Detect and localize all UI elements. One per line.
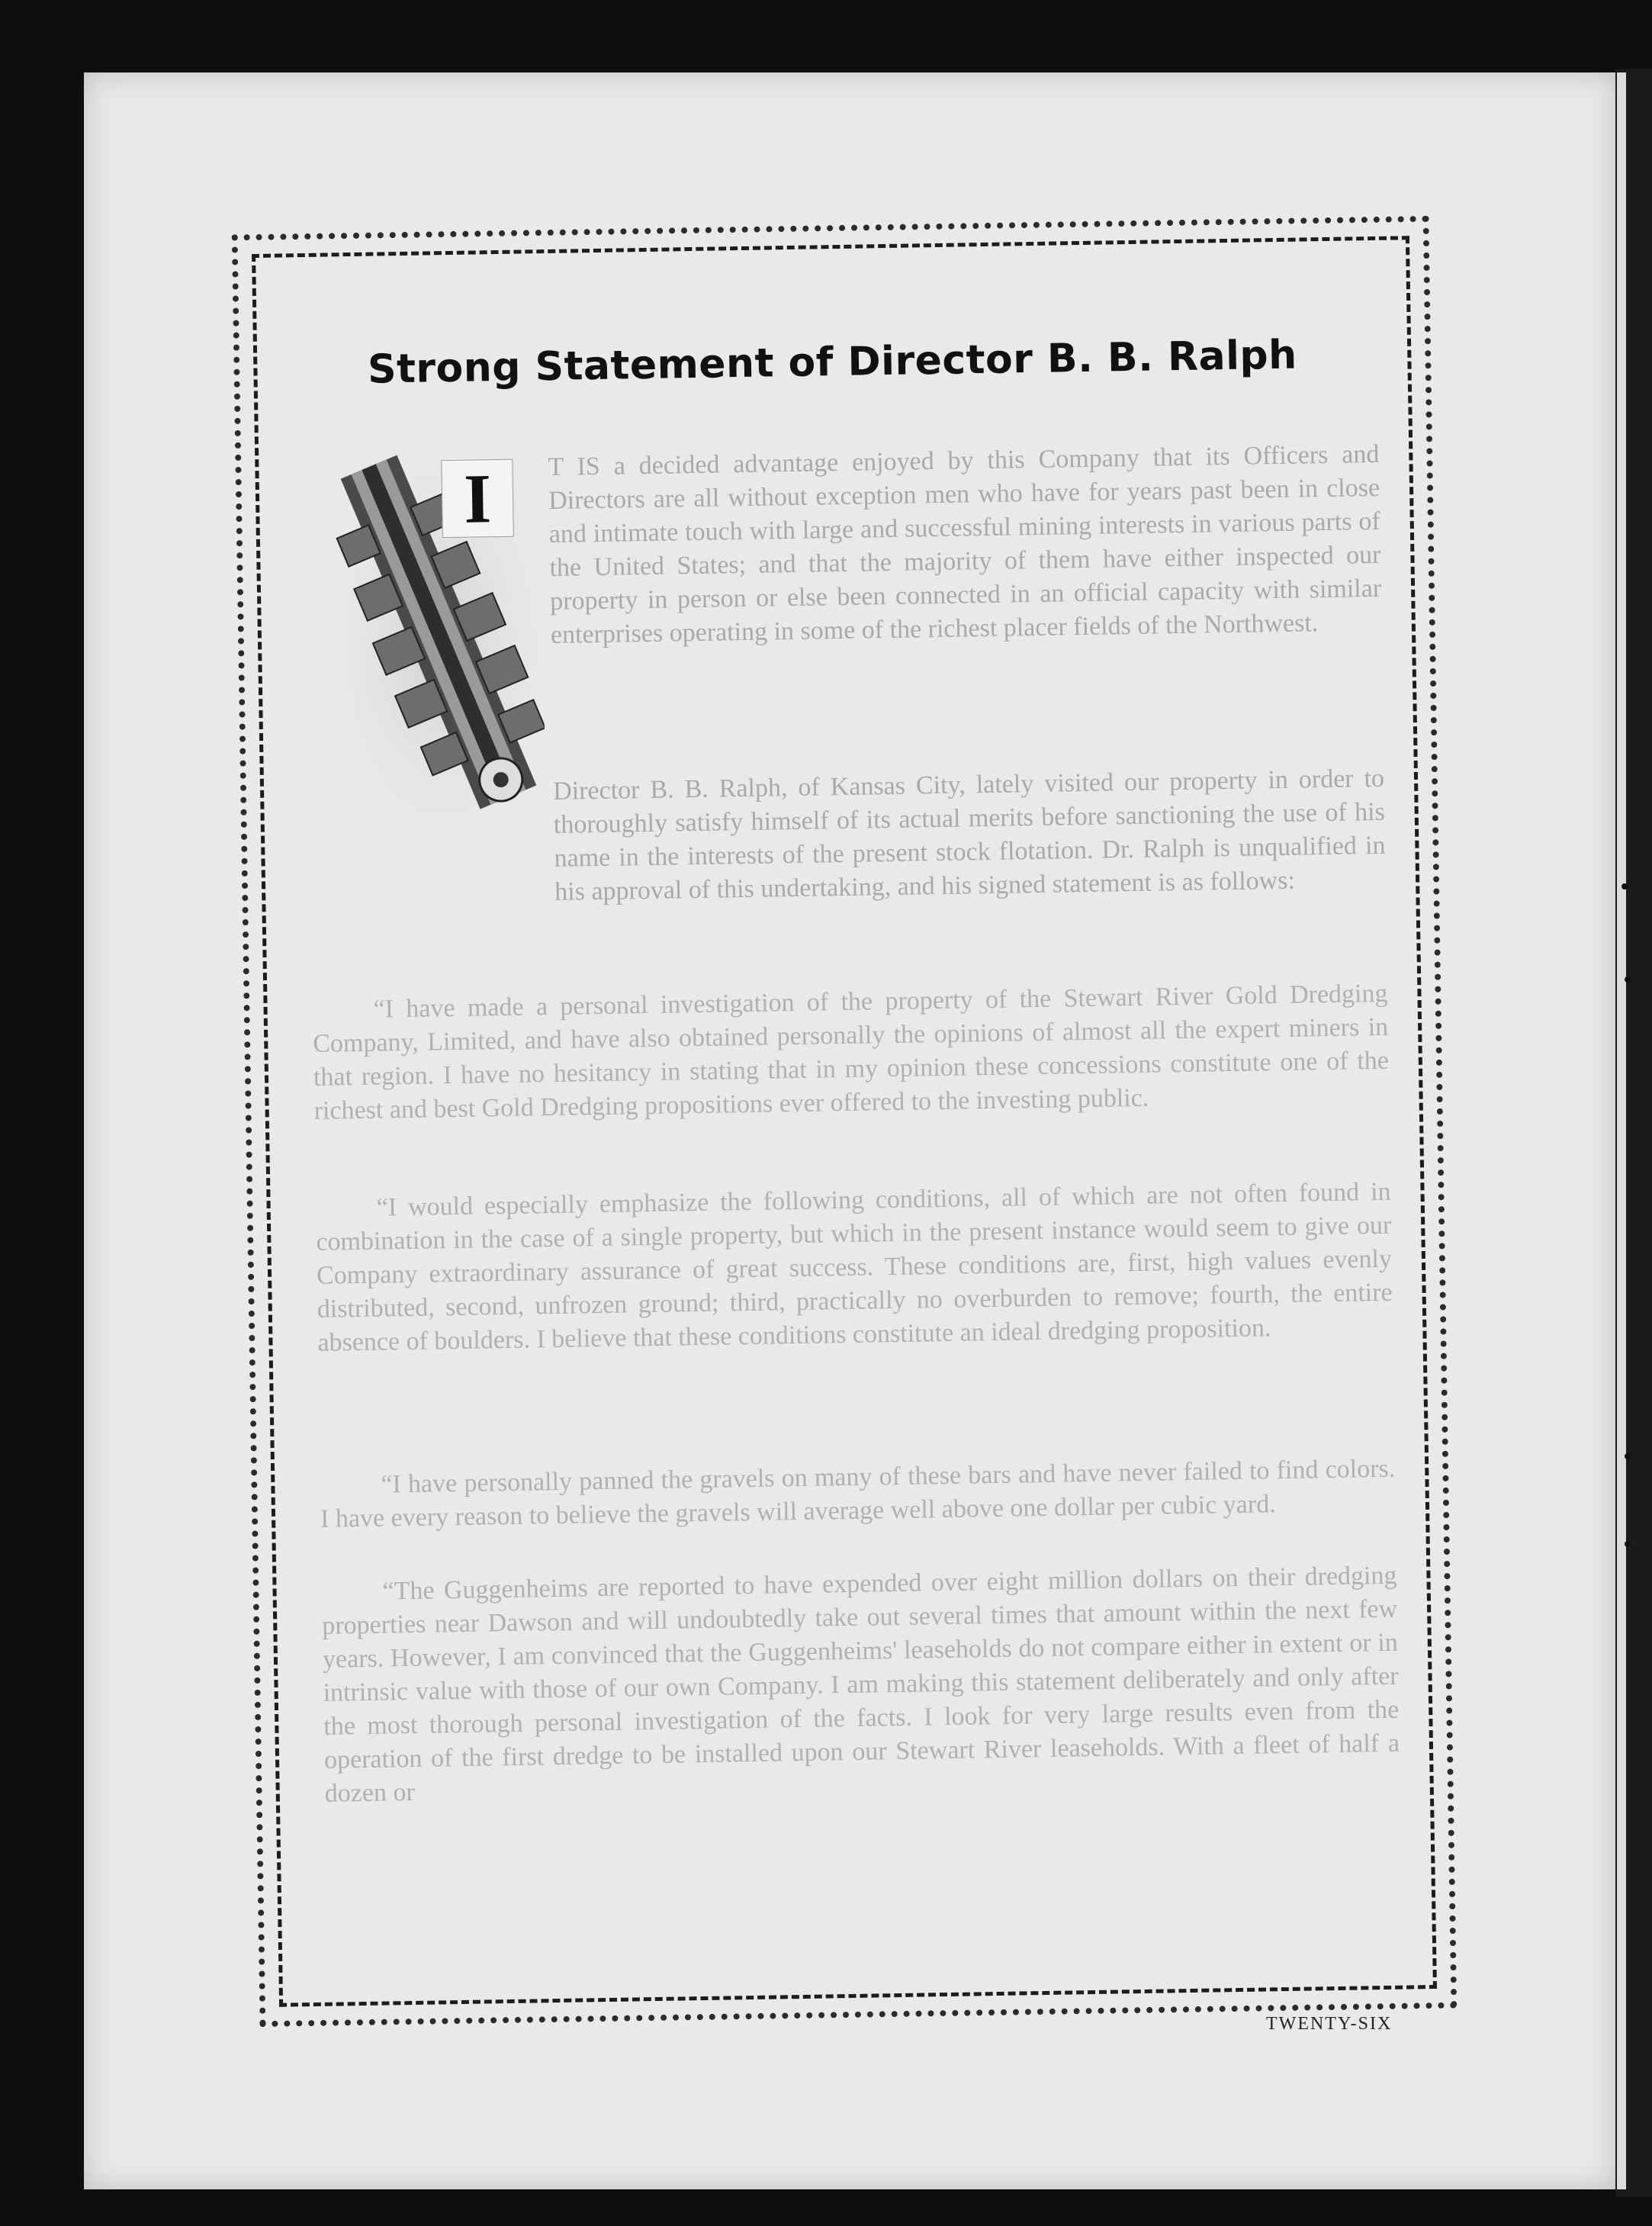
page-title: Strong Statement of Director B. B. Ralph (367, 332, 1298, 393)
ornamental-frame (232, 216, 1458, 2027)
quote-paragraph: “I have personally panned the gravels on many of these bars and have never failed to find colors. I have every reason to believe the gravels will average well above one dollar per cubic yard. (320, 1454, 1396, 1533)
director-paragraph (553, 762, 1387, 909)
margin-mark (1625, 976, 1631, 983)
gold-dredge-illustration-icon (334, 443, 546, 828)
margin-mark (1621, 883, 1628, 889)
margin-mark (1625, 1453, 1631, 1459)
margin-mark (1625, 1541, 1631, 1547)
quote-paragraph: “The Guggenheims are reported to have expended over eight million dollars on their dredging properties near Dawson and will undoubtedly take out several times that amount within the next few years. However, I am convinced that the Guggenheims' leaseholds do not compare either in extent or in intrinsic value with those of our own Company. I am making this statement deliberately and only after the most thorough personal investigation of the facts. I look for very large results even from the operation of the first dredge to be installed upon our Stewart River leaseholds. With a fleet of half a dozen or (322, 1561, 1400, 1808)
quote-paragraph: “I would especially emphasize the following conditions, all of which are not often found in combination in the case of a single property, but which in the present instance would seem to give our Company extraordinary assurance of great success. These conditions are, first, high values evenly distributed, second, unfrozen ground; third, practically no overburden to remove; fourth, the entire absence of boulders. I believe that these conditions constitute an ideal dredging proposition. (316, 1177, 1393, 1357)
intro-paragraph-text: T IS a decided advantage enjoyed by this Company that its Officers and Directors are all without exception men who have for years past been in close and intimate touch with large and successful mining interests in various parts of the United States; and that the majority of them have either inspected our property in person or else been connected in an official capacity with similar enterprises operating in some of the richest placer fields of the Northwest. (548, 439, 1382, 649)
page-number: TWENTY-SIX (1266, 2014, 1393, 2034)
facing-page-edge (1617, 72, 1626, 2189)
director-paragraph-text: Director B. B. Ralph, of Kansas City, lately visited our property in order to thoroughly satisfy himself of its actual merits before sanctioning the use of his name in the interests of the present stock flotation. Dr. Ralph is unqualified in his approval of this undertaking, and his signed statement is as follows: (552, 764, 1386, 906)
quote-paragraph: “I have made a personal investigation of the property of the Stewart River Gold Dredging Company, Limited, and have also obtained personally the opinions of almost all the expert miners in that region. I have no hesitancy in stating that in my opinion these concessions constitute one of the richest and best Gold Dredging propositions ever offered to the investing public. (313, 979, 1390, 1125)
intro-paragraph (548, 438, 1382, 652)
drop-cap-letter: I (441, 459, 514, 538)
